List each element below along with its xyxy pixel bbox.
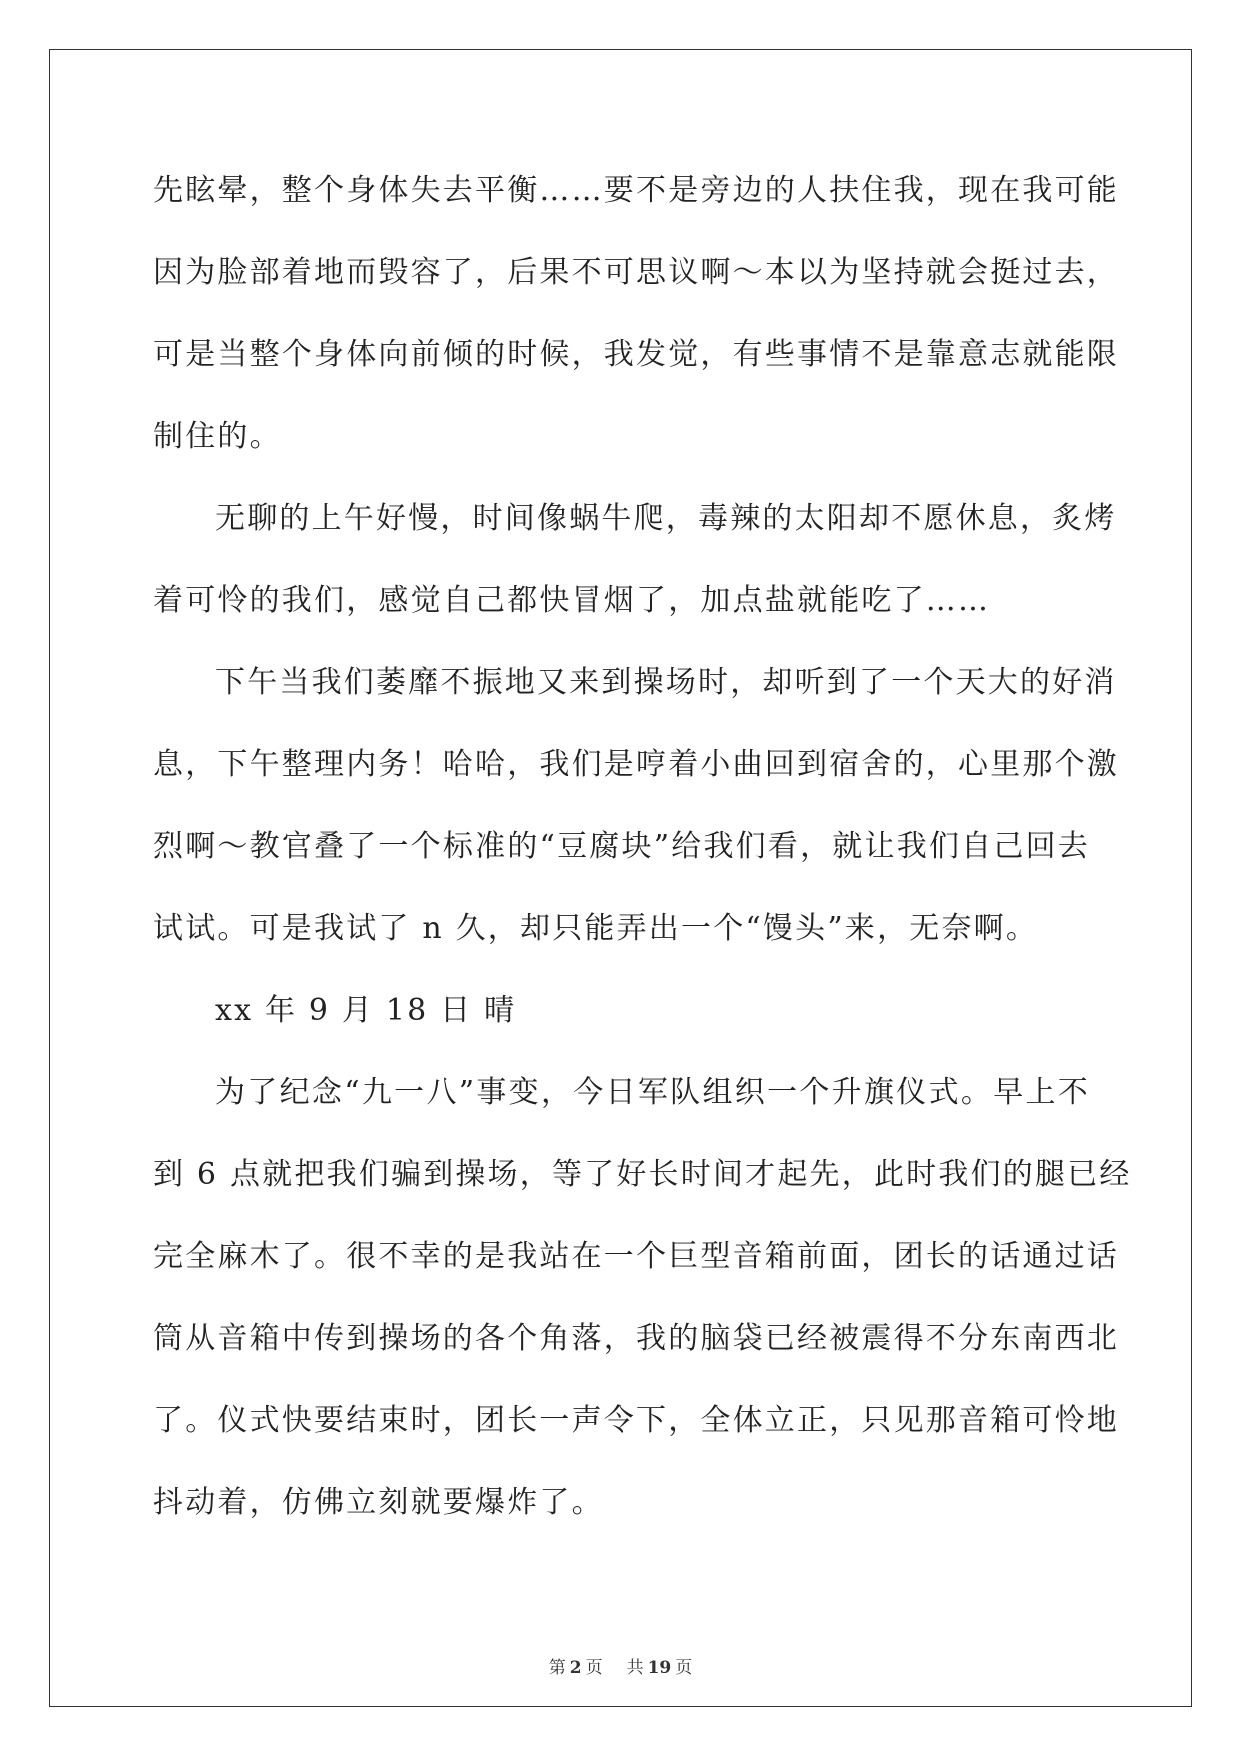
text-line: 制住的。	[153, 419, 282, 454]
total-prefix: 共	[626, 1658, 644, 1678]
total-pages: 19	[647, 1658, 672, 1678]
paragraph-start-line: 为了纪念“九一八”事变，今日军队组织一个升旗仪式。早上不	[215, 1075, 1090, 1110]
document-body	[153, 157, 1132, 1551]
date-heading: xx 年 9 月 18 日 晴	[215, 993, 517, 1028]
total-suffix: 页	[675, 1658, 693, 1678]
text-line: 完全麻木了。很不幸的是我站在一个巨型音箱前面，团长的话通过话	[153, 1239, 1119, 1274]
page-prefix: 第	[548, 1658, 566, 1678]
text-line: 了。仪式快要结束时，团长一声令下，全体立正，只见那音箱可怜地	[153, 1403, 1119, 1438]
text-line: 着可怜的我们，感觉自己都快冒烟了，加点盐就能吃了……	[153, 583, 991, 618]
text-line: 试试。可是我试了 n 久，却只能弄出一个“馒头”来，无奈啊。	[153, 911, 1039, 946]
text-line: 因为脸部着地而毁容了，后果不可思议啊～本以为坚持就会挺过去，	[153, 255, 1119, 290]
page-suffix: 页	[585, 1658, 603, 1678]
paragraph-start-line: 下午当我们萎靡不振地又来到操场时，却听到了一个天大的好消	[215, 665, 1117, 700]
text-line: 到 6 点就把我们骗到操场，等了好长时间才起先，此时我们的腿已经	[153, 1157, 1132, 1192]
text-line: 先眩晕，整个身体失去平衡……要不是旁边的人扶住我，现在我可能	[153, 173, 1119, 208]
text-line: 筒从音箱中传到操场的各个角落，我的脑袋已经被震得不分东南西北	[153, 1321, 1119, 1356]
text-line: 可是当整个身体向前倾的时候，我发觉，有些事情不是靠意志就能限	[153, 337, 1119, 372]
text-line: 烈啊～教官叠了一个标准的“豆腐块”给我们看，就让我们自己回去	[153, 829, 1090, 864]
paragraph-start-line: 无聊的上午好慢，时间像蜗牛爬，毒辣的太阳却不愿休息，炙烤	[215, 501, 1117, 536]
text-line: 抖动着，仿佛立刻就要爆炸了。	[153, 1485, 604, 1520]
page-number: 2	[569, 1658, 582, 1678]
text-line: 息，下午整理内务！哈哈，我们是哼着小曲回到宿舍的，心里那个激	[153, 747, 1119, 782]
page-footer	[0, 1653, 1241, 1678]
